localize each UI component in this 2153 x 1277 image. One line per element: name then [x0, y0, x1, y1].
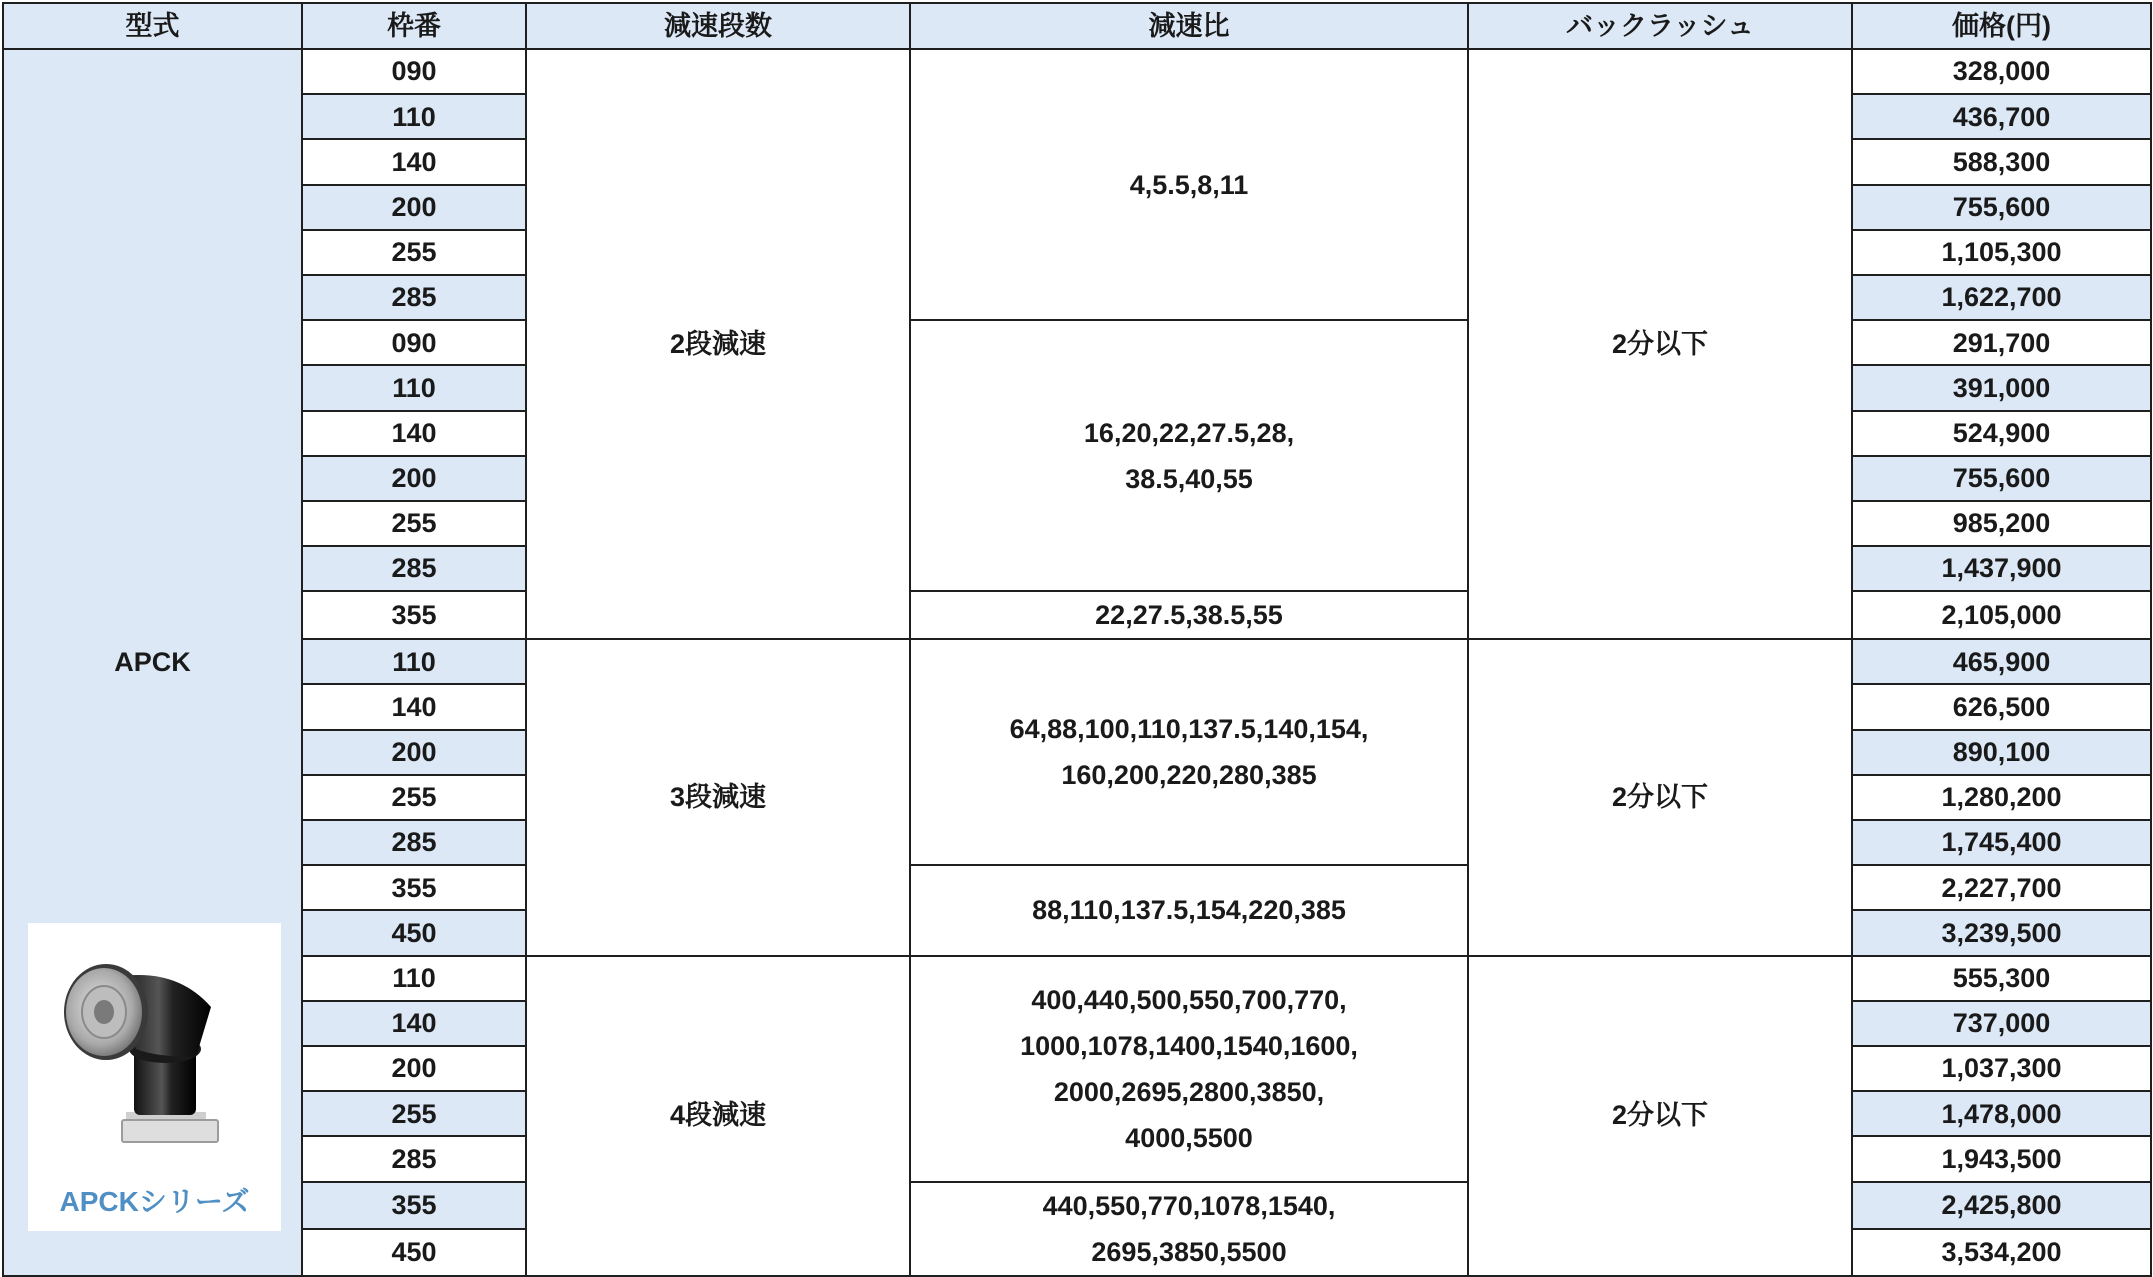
product-image-card: [28, 923, 281, 1231]
price-cell: 755,600: [1852, 456, 2151, 501]
header-ratio: 減速比: [910, 3, 1468, 49]
frame-cell: 110: [302, 94, 526, 139]
header-row: [3, 3, 2151, 49]
ratio-cell: 22,27.5,38.5,55: [910, 591, 1468, 639]
price-cell: 436,700: [1852, 94, 2151, 139]
ratio-cell: 400,440,500,550,700,770, 1000,1078,1400,1540,1600, 2000,2695,2800,3850, 4000,5500: [910, 956, 1468, 1182]
frame-cell: 140: [302, 139, 526, 184]
price-cell: 1,037,300: [1852, 1046, 2151, 1091]
price-cell: 1,622,700: [1852, 275, 2151, 320]
header-backlash: バックラッシュ: [1468, 3, 1852, 49]
price-cell: 524,900: [1852, 411, 2151, 456]
price-cell: 3,534,200: [1852, 1229, 2151, 1276]
frame-cell: 140: [302, 684, 526, 729]
ratio-cell: 440,550,770,1078,1540, 2695,3850,5500: [910, 1182, 1468, 1276]
frame-cell: 110: [302, 365, 526, 410]
frame-cell: 285: [302, 275, 526, 320]
frame-cell: 200: [302, 1046, 526, 1091]
product-caption: APCKシリーズ: [59, 1185, 250, 1217]
price-cell: 2,227,700: [1852, 865, 2151, 910]
price-cell: 626,500: [1852, 684, 2151, 729]
header-frame: 枠番: [302, 3, 526, 49]
price-cell: 555,300: [1852, 956, 2151, 1001]
price-cell: 1,745,400: [1852, 820, 2151, 865]
frame-cell: 355: [302, 865, 526, 910]
price-cell: 2,105,000: [1852, 591, 2151, 639]
ratio-cell: 88,110,137.5,154,220,385: [910, 865, 1468, 955]
frame-cell: 255: [302, 501, 526, 546]
stage-cell: 2段減速: [526, 49, 910, 639]
price-cell: 588,300: [1852, 139, 2151, 184]
price-cell: 890,100: [1852, 730, 2151, 775]
stage-cell: 4段減速: [526, 956, 910, 1276]
frame-cell: 255: [302, 230, 526, 275]
frame-cell: 140: [302, 411, 526, 456]
frame-cell: 200: [302, 185, 526, 230]
frame-cell: 200: [302, 456, 526, 501]
frame-cell: 355: [302, 1182, 526, 1229]
header-model: 型式: [3, 3, 302, 49]
ratio-cell: 16,20,22,27.5,28, 38.5,40,55: [910, 320, 1468, 591]
frame-cell: 110: [302, 639, 526, 684]
table-row: [3, 49, 2151, 94]
backlash-cell: 2分以下: [1468, 956, 1852, 1276]
price-cell: 985,200: [1852, 501, 2151, 546]
backlash-cell: 2分以下: [1468, 639, 1852, 955]
frame-cell: 110: [302, 956, 526, 1001]
backlash-cell: 2分以下: [1468, 49, 1852, 639]
frame-cell: 285: [302, 546, 526, 591]
ratio-cell: 64,88,100,110,137.5,140,154, 160,200,220,280,385: [910, 639, 1468, 865]
price-cell: 1,105,300: [1852, 230, 2151, 275]
model-cell: [3, 49, 302, 1276]
price-cell: 1,943,500: [1852, 1136, 2151, 1181]
frame-cell: 450: [302, 910, 526, 955]
table-row: [3, 639, 2151, 684]
frame-cell: 140: [302, 1001, 526, 1046]
stage-cell: 3段減速: [526, 639, 910, 955]
price-table: [2, 2, 2152, 1277]
price-cell: 2,425,800: [1852, 1182, 2151, 1229]
frame-cell: 355: [302, 591, 526, 639]
model-name: APCK: [114, 647, 191, 678]
frame-cell: 450: [302, 1229, 526, 1276]
price-cell: 1,280,200: [1852, 775, 2151, 820]
header-stages: 減速段数: [526, 3, 910, 49]
price-cell: 737,000: [1852, 1001, 2151, 1046]
price-cell: 3,239,500: [1852, 910, 2151, 955]
frame-cell: 090: [302, 49, 526, 94]
price-cell: 291,700: [1852, 320, 2151, 365]
price-cell: 328,000: [1852, 49, 2151, 94]
frame-cell: 285: [302, 820, 526, 865]
price-cell: 465,900: [1852, 639, 2151, 684]
frame-cell: 255: [302, 775, 526, 820]
frame-cell: 090: [302, 320, 526, 365]
price-cell: 1,437,900: [1852, 546, 2151, 591]
frame-cell: 285: [302, 1136, 526, 1181]
gear-reducer-product-image: [46, 937, 266, 1157]
price-cell: 1,478,000: [1852, 1091, 2151, 1136]
frame-cell: 255: [302, 1091, 526, 1136]
ratio-cell: 4,5.5,8,11: [910, 49, 1468, 320]
table-row: [3, 956, 2151, 1001]
frame-cell: 200: [302, 730, 526, 775]
price-cell: 755,600: [1852, 185, 2151, 230]
price-cell: 391,000: [1852, 365, 2151, 410]
header-price: 価格(円): [1852, 3, 2151, 49]
